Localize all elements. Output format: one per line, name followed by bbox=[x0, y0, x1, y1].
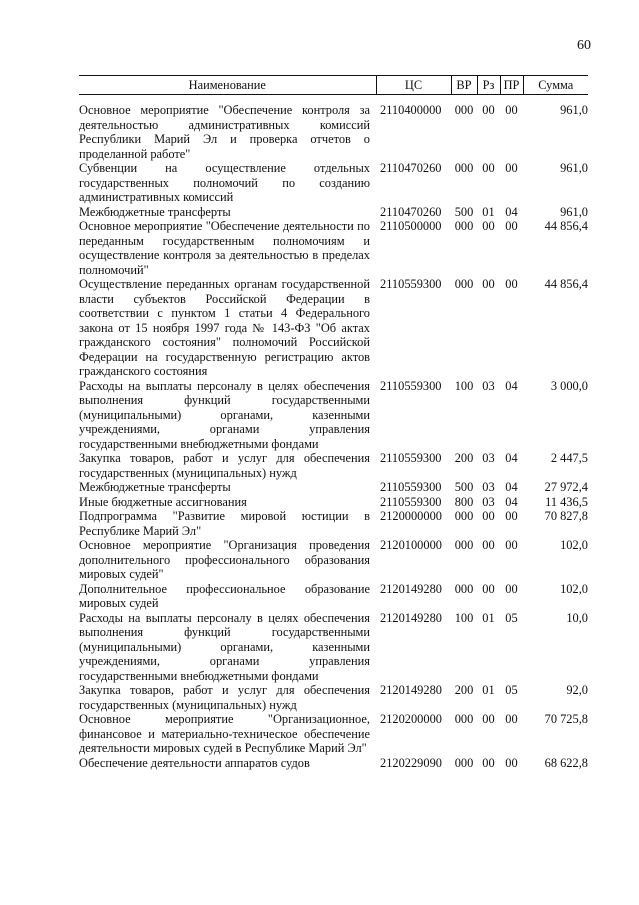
cell-cs: 2110400000 bbox=[380, 103, 442, 117]
cell-name: Основное мероприятие "Обеспечение деятельности по переданным государственным полномочиям и осуществление контроля за деятельностью в пределах полномочий" bbox=[79, 219, 370, 277]
cell-name: Обеспечение деятельности аппаратов судов bbox=[79, 755, 310, 770]
cell-sum: 11 436,5 bbox=[545, 494, 588, 509]
cell-vr: 200 bbox=[454, 451, 474, 465]
header-name: Наименование bbox=[79, 76, 376, 95]
cell-cs: 2110559300 bbox=[380, 451, 442, 465]
table-row bbox=[79, 480, 588, 495]
cell-cs: 2110470260 bbox=[380, 161, 442, 175]
cell-pr: 00 bbox=[505, 581, 518, 596]
cell-pr: 00 bbox=[505, 538, 518, 552]
cell-rz: 00 bbox=[482, 219, 495, 233]
cell-pr: 00 bbox=[505, 755, 518, 770]
cell-sum: 961,0 bbox=[560, 161, 588, 175]
table-row bbox=[79, 277, 588, 379]
header-row bbox=[79, 76, 588, 95]
cell-sum: 70 827,8 bbox=[544, 509, 588, 523]
cell-sum: 102,0 bbox=[560, 581, 588, 596]
cell-vr: 000 bbox=[454, 277, 474, 291]
cell-rz: 00 bbox=[482, 509, 495, 523]
table-row bbox=[79, 712, 588, 756]
cell-name: Основное мероприятие "Организационное, финансовое и материально-техническое обеспечение деятельности мировых судей в Республике Марий Эл" bbox=[79, 712, 370, 755]
cell-name: Основное мероприятие "Организация проведения дополнительного профессионального образования мировых судей" bbox=[79, 538, 370, 581]
cell-cs: 2110559300 bbox=[380, 277, 442, 291]
table-row bbox=[79, 161, 588, 205]
cell-sum: 3 000,0 bbox=[550, 378, 588, 393]
cell-pr: 04 bbox=[505, 480, 518, 494]
cell-rz: 03 bbox=[482, 378, 495, 393]
cell-sum: 10,0 bbox=[566, 610, 588, 625]
cell-vr: 000 bbox=[454, 103, 474, 117]
table-row bbox=[79, 451, 588, 480]
table-row bbox=[79, 582, 588, 611]
cell-sum: 68 622,8 bbox=[544, 755, 588, 770]
table-row bbox=[79, 611, 588, 684]
cell-vr: 000 bbox=[454, 538, 474, 552]
cell-cs: 2120100000 bbox=[380, 538, 442, 552]
table-row bbox=[79, 379, 588, 452]
cell-rz: 01 bbox=[482, 610, 495, 625]
page-number: 60 bbox=[577, 38, 591, 53]
header-sum: Сумма bbox=[523, 76, 588, 95]
cell-vr: 000 bbox=[454, 161, 474, 175]
cell-vr: 800 bbox=[454, 494, 474, 509]
cell-sum: 102,0 bbox=[560, 538, 588, 552]
cell-name: Расходы на выплаты персоналу в целях обеспечения выполнения функций государственными (муниципальными) органами, казенными учреждениями, органами управления государственными внебюджетными фондами bbox=[79, 610, 370, 683]
cell-rz: 00 bbox=[482, 277, 495, 291]
cell-cs: 2120200000 bbox=[380, 712, 442, 726]
cell-pr: 00 bbox=[505, 219, 518, 233]
cell-pr: 05 bbox=[505, 683, 518, 697]
header-vr: ВР bbox=[451, 76, 477, 95]
table-row bbox=[79, 219, 588, 277]
header-cs: ЦС bbox=[376, 76, 451, 95]
cell-vr: 000 bbox=[454, 219, 474, 233]
cell-rz: 00 bbox=[482, 538, 495, 552]
cell-rz: 00 bbox=[482, 712, 495, 726]
table-row bbox=[79, 683, 588, 712]
cell-cs: 2110470260 bbox=[380, 204, 442, 219]
cell-sum: 44 856,4 bbox=[544, 219, 588, 233]
cell-name: Основное мероприятие "Обеспечение контроля за деятельностью административных комиссий Республики Марий Эл и проверка отчетов о проделанной работе" bbox=[79, 103, 370, 161]
cell-name: Субвенции на осуществление отдельных государственных полномочий по созданию административных комиссий bbox=[79, 161, 370, 204]
cell-cs: 2120229090 bbox=[380, 755, 442, 770]
table-row bbox=[79, 509, 588, 538]
table-row bbox=[79, 205, 588, 220]
cell-name: Подпрограмма "Развитие мировой юстиции в Республике Марий Эл" bbox=[79, 509, 370, 538]
cell-name: Закупка товаров, работ и услуг для обеспечения государственных (муниципальных) нужд bbox=[79, 451, 370, 480]
cell-sum: 2 447,5 bbox=[550, 451, 588, 465]
cell-rz: 00 bbox=[482, 755, 495, 770]
cell-rz: 00 bbox=[482, 103, 495, 117]
cell-sum: 27 972,4 bbox=[544, 480, 588, 494]
cell-name: Дополнительное профессиональное образование мировых судей bbox=[79, 581, 370, 610]
cell-rz: 01 bbox=[482, 204, 495, 219]
budget-table bbox=[79, 75, 588, 770]
cell-cs: 2110500000 bbox=[380, 219, 442, 233]
cell-name: Закупка товаров, работ и услуг для обеспечения государственных (муниципальных) нужд bbox=[79, 683, 370, 712]
cell-rz: 03 bbox=[482, 494, 495, 509]
cell-pr: 04 bbox=[505, 451, 518, 465]
table-row bbox=[79, 756, 588, 771]
cell-cs: 2110559300 bbox=[380, 378, 442, 393]
cell-pr: 05 bbox=[505, 610, 518, 625]
cell-rz: 00 bbox=[482, 161, 495, 175]
cell-vr: 500 bbox=[454, 480, 474, 494]
cell-vr: 000 bbox=[454, 509, 474, 523]
table-row bbox=[79, 495, 588, 510]
table-header bbox=[79, 76, 588, 95]
cell-pr: 04 bbox=[505, 378, 518, 393]
cell-vr: 500 bbox=[454, 204, 474, 219]
cell-name: Осуществление переданных органам государственной власти субъектов Российской Федерации в соответствии с пунктом 1 статьи 4 Федерального закона от 15 ноября 1997 года № 143-ФЗ "Об актах гражданского состояния" полномочий Российской Федерации на государственную регистрацию актов гражданского состояния bbox=[79, 277, 370, 378]
table-body bbox=[79, 95, 588, 771]
cell-cs: 2120149280 bbox=[380, 683, 442, 697]
cell-cs: 2110559300 bbox=[380, 480, 442, 494]
cell-name: Межбюджетные трансферты bbox=[79, 480, 231, 494]
cell-rz: 03 bbox=[482, 451, 495, 465]
cell-cs: 2120149280 bbox=[380, 581, 442, 596]
cell-pr: 00 bbox=[505, 509, 518, 523]
cell-sum: 70 725,8 bbox=[544, 712, 588, 726]
cell-name: Межбюджетные трансферты bbox=[79, 204, 231, 219]
cell-name: Расходы на выплаты персоналу в целях обеспечения выполнения функций государственными (муниципальными) органами, казенными учреждениями, органами управления государственными внебюджетными фондами bbox=[79, 378, 370, 451]
cell-pr: 04 bbox=[505, 494, 518, 509]
cell-name: Иные бюджетные ассигнования bbox=[79, 494, 247, 509]
cell-vr: 100 bbox=[454, 610, 474, 625]
cell-sum: 92,0 bbox=[566, 683, 588, 697]
cell-sum: 961,0 bbox=[560, 103, 588, 117]
cell-pr: 00 bbox=[505, 161, 518, 175]
cell-cs: 2110559300 bbox=[380, 494, 442, 509]
cell-pr: 00 bbox=[505, 103, 518, 117]
cell-pr: 04 bbox=[505, 204, 518, 219]
table-row bbox=[79, 95, 588, 162]
header-rz: Рз bbox=[477, 76, 500, 95]
cell-vr: 000 bbox=[454, 712, 474, 726]
cell-pr: 00 bbox=[505, 277, 518, 291]
cell-vr: 200 bbox=[454, 683, 474, 697]
cell-sum: 44 856,4 bbox=[544, 277, 588, 291]
cell-vr: 100 bbox=[454, 378, 474, 393]
cell-vr: 000 bbox=[454, 581, 474, 596]
table-row bbox=[79, 538, 588, 582]
cell-pr: 00 bbox=[505, 712, 518, 726]
cell-cs: 2120000000 bbox=[380, 509, 442, 523]
cell-sum: 961,0 bbox=[560, 204, 588, 219]
cell-rz: 01 bbox=[482, 683, 495, 697]
cell-cs: 2120149280 bbox=[380, 610, 442, 625]
cell-rz: 03 bbox=[482, 480, 495, 494]
cell-rz: 00 bbox=[482, 581, 495, 596]
header-pr: ПР bbox=[500, 76, 523, 95]
cell-vr: 000 bbox=[454, 755, 474, 770]
